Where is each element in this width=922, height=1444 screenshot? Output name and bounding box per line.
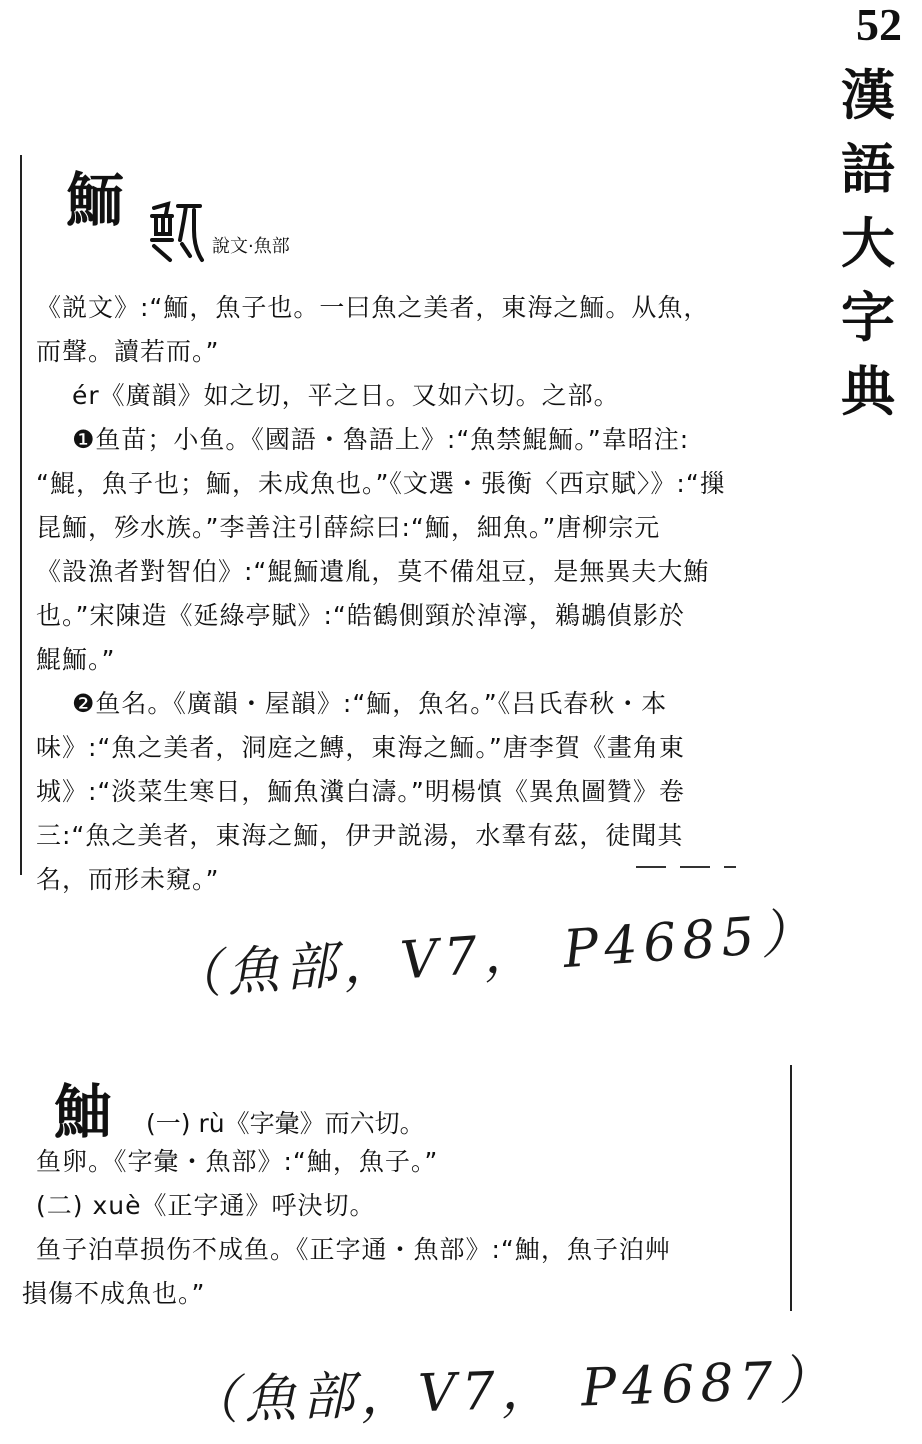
entry1-source: 說文·魚部 — [212, 236, 290, 257]
left-margin-rule — [20, 155, 22, 875]
entry1-line: 昆鮞，殄水族。”李善注引薛綜曰:“鮞，細魚。”唐柳宗元 — [36, 513, 661, 542]
entry2-body — [22, 1140, 796, 1316]
entry2-headword: 鮋 — [54, 1078, 113, 1146]
seal-script-glyph — [146, 200, 206, 264]
entry1-line: ❶鱼苗；小鱼。《國語・魯語上》:“魚禁鯤鮞。”韋昭注: — [72, 425, 690, 454]
handwritten-note-1: （魚部，V7， P4685） — [167, 902, 821, 1008]
handwritten-note-2: （魚部，V7， P4687） — [185, 1349, 838, 1433]
entry2-line: 鱼卵。《字彙・魚部》:“鮋，魚子。” — [36, 1147, 439, 1176]
entry1-headword: 鮞 — [66, 166, 125, 234]
entry2-line: 鱼子泊草损伤不成鱼。《正字通・魚部》:“鮋，魚子泊艸 — [36, 1235, 671, 1264]
entry1-line: ❷鱼名。《廣韻・屋韻》:“鮞，魚名。”《吕氏春秋・本 — [72, 689, 668, 718]
entry1-line: 而聲。讀若而。” — [36, 337, 220, 366]
entry2-line: (二) xuè《正字通》呼決切。 — [36, 1191, 376, 1220]
book-title-char: 漢 — [841, 63, 895, 127]
book-title — [838, 58, 898, 428]
book-title-char: 典 — [841, 359, 895, 423]
book-title-char: 語 — [841, 137, 895, 201]
entry1-line: 三:“魚之美者，東海之鮞，伊尹説湯，水羣有茲，徒聞其 — [36, 821, 684, 850]
entry1-line: 城》:“淡菜生寒日，鮞魚瀵白濤。”明楊慎《異魚圖贊》卷 — [36, 777, 685, 806]
dashed-rule — [636, 866, 736, 868]
entry1-line: “鯤，魚子也；鮞，未成魚也。”《文選・張衡〈西京賦〉》:“摷 — [36, 469, 726, 498]
entry2-line: 損傷不成魚也。” — [22, 1279, 206, 1308]
entry1-line: 味》:“魚之美者，洞庭之鱄，東海之鮞。”唐李賀《畫角東 — [36, 733, 685, 762]
page-number: 52 — [856, 0, 902, 50]
entry1-line: 鯤鮞。” — [36, 645, 116, 674]
entry1-line: 名，而形未窺。” — [36, 865, 220, 894]
entry2-reading: (一) rù《字彙》而六切。 — [146, 1109, 425, 1138]
entry1-line: 《説文》:“鮞，魚子也。一曰魚之美者，東海之鮞。从魚， — [36, 293, 710, 322]
entry1-body — [36, 286, 806, 902]
entry1-line: 也。”宋陳造《延綠亭賦》:“皓鶴側頸於淖濘，鵜鶘偵影於 — [36, 601, 685, 630]
entry1-line: ér《廣韻》如之切，平之日。又如六切。之部。 — [72, 381, 620, 410]
book-title-char: 大 — [841, 211, 895, 275]
book-title-char: 字 — [841, 285, 895, 349]
entry1-line: 《設漁者對智伯》:“鯤鮞遺胤，莫不備俎豆，是無異夫大鮪 — [36, 557, 710, 586]
